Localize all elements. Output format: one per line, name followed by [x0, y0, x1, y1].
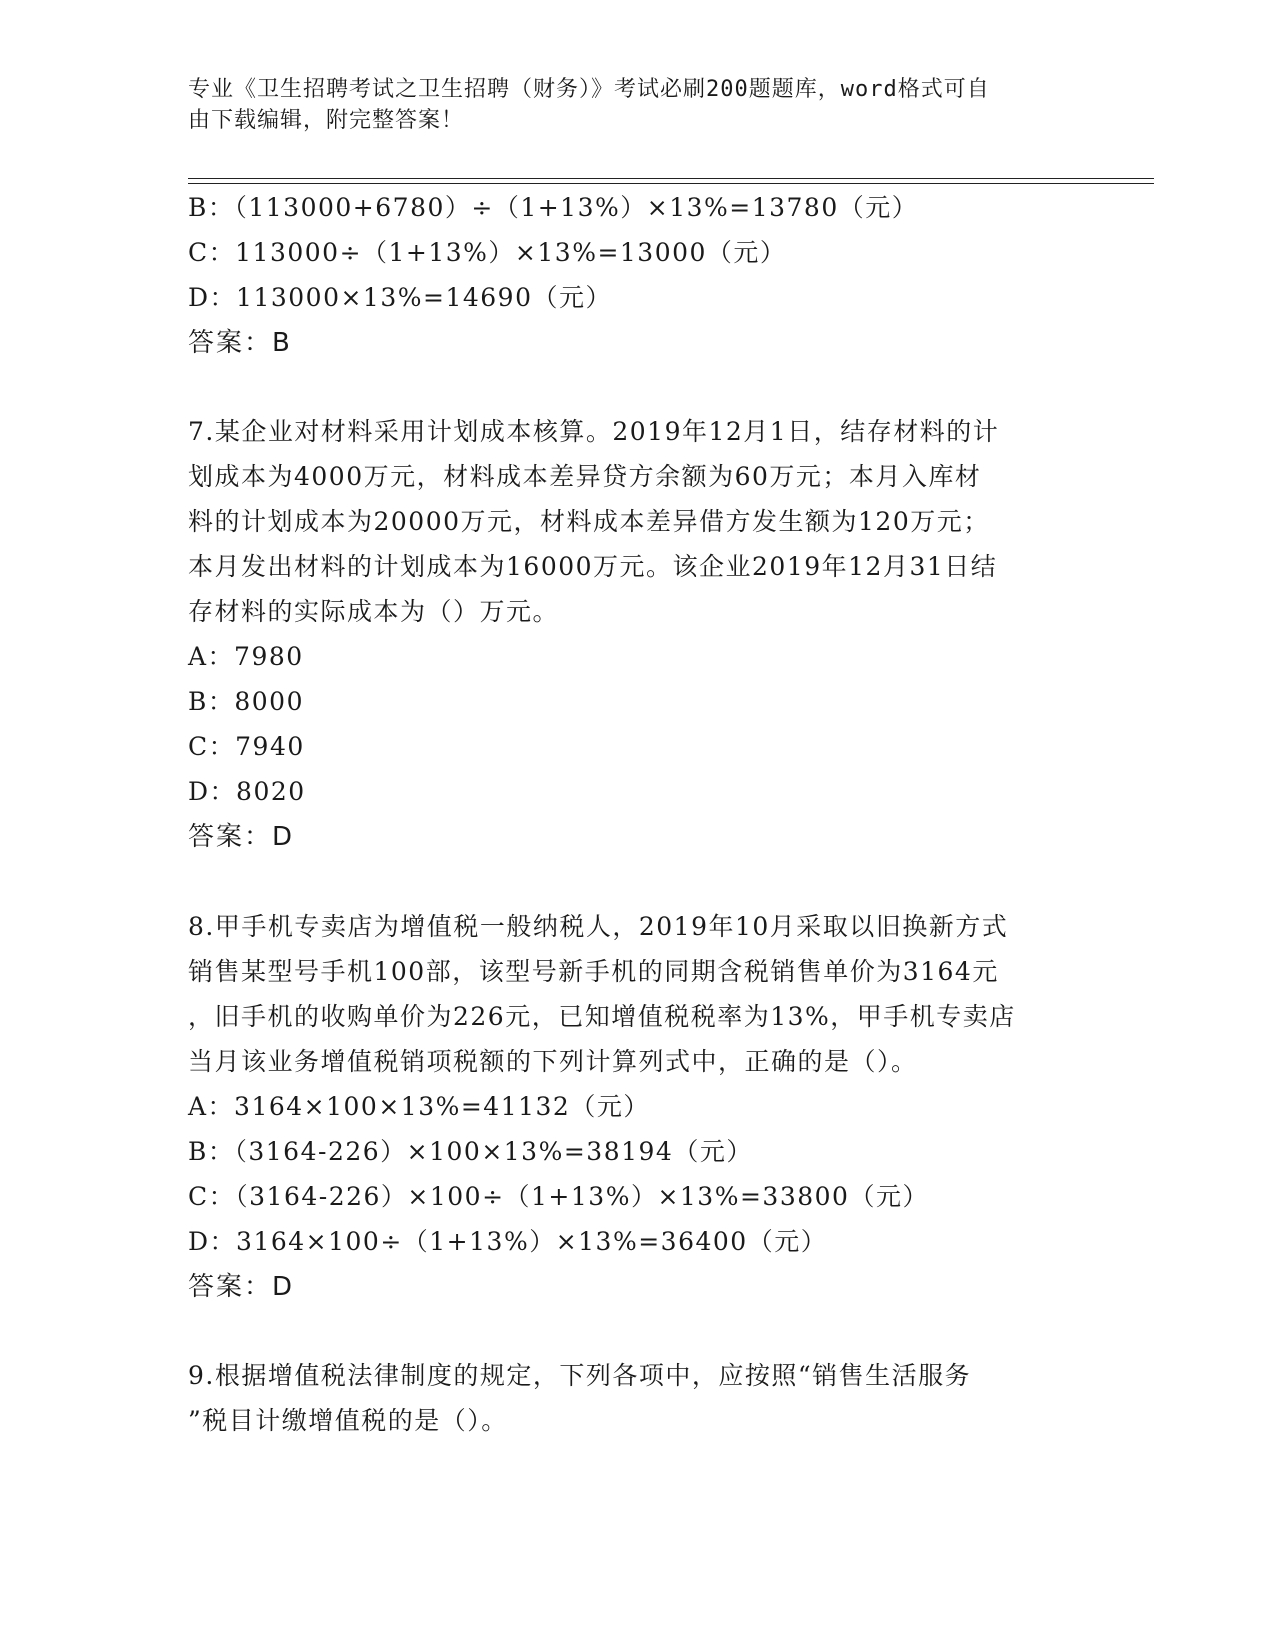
- q7-option-c: C：7940: [188, 732, 305, 761]
- q7-stem-line-4: 本月发出材料的计划成本为16000万元。该企业2019年12月31日结: [188, 552, 998, 581]
- q7-stem-line-5: 存材料的实际成本为（）万元。: [188, 597, 560, 626]
- q8-stem-line-1: 8.甲手机专卖店为增值税一般纳税人，2019年10月采取以旧换新方式: [188, 912, 1009, 941]
- q8-stem-line-3: ，旧手机的收购单价为226元，已知增值税税率为13%，甲手机专卖店: [188, 1002, 1016, 1031]
- header-line-1: 专业《卫生招聘考试之卫生招聘（财务）》考试必刷200题题库，word格式可自: [188, 77, 990, 102]
- q7-option-b: B：8000: [188, 687, 304, 716]
- q7-answer: 答案：D: [188, 822, 295, 852]
- q9-stem-line-1: 9.根据增值税法律制度的规定，下列各项中，应按照“销售生活服务: [188, 1361, 972, 1390]
- q6-option-c: C：113000÷（1+13%）×13%=13000（元）: [188, 238, 787, 267]
- q8-option-a: A：3164×100×13%=41132（元）: [188, 1092, 650, 1121]
- q8-option-c: C：（3164-226）×100÷（1+13%）×13%=33800（元）: [188, 1182, 929, 1211]
- document-header: [188, 74, 1088, 136]
- q7-stem-line-1: 7.某企业对材料采用计划成本核算。2019年12月1日，结存材料的计: [188, 417, 1000, 446]
- header-divider-bottom: [188, 183, 1154, 184]
- q6-answer: 答案：B: [188, 328, 292, 358]
- q6-option-d: D：113000×13%=14690（元）: [188, 283, 612, 312]
- q8-answer: 答案：D: [188, 1272, 295, 1302]
- q8-option-b: B：（3164-226）×100×13%=38194（元）: [188, 1137, 753, 1166]
- q8-stem-line-4: 当月该业务增值税销项税额的下列计算列式中，正确的是（）。: [188, 1047, 918, 1076]
- q8-stem-line-2: 销售某型号手机100部，该型号新手机的同期含税销售单价为3164元: [188, 957, 999, 986]
- q7-stem-line-3: 料的计划成本为20000万元，材料成本差异借方发生额为120万元；: [188, 507, 990, 536]
- q8-option-d: D：3164×100÷（1+13%）×13%=36400（元）: [188, 1227, 828, 1256]
- q7-stem-line-2: 划成本为4000万元，材料成本差异贷方余额为60万元；本月入库材: [188, 462, 982, 491]
- header-divider-top: [188, 178, 1154, 179]
- q7-option-d: D：8020: [188, 777, 306, 806]
- q7-option-a: A：7980: [188, 642, 304, 671]
- header-line-2: 由下载编辑，附完整答案！: [188, 108, 465, 133]
- q6-option-b: B：（113000+6780）÷（1+13%）×13%=13780（元）: [188, 193, 919, 222]
- q9-stem-line-2: ”税目计缴增值税的是（）。: [188, 1406, 508, 1435]
